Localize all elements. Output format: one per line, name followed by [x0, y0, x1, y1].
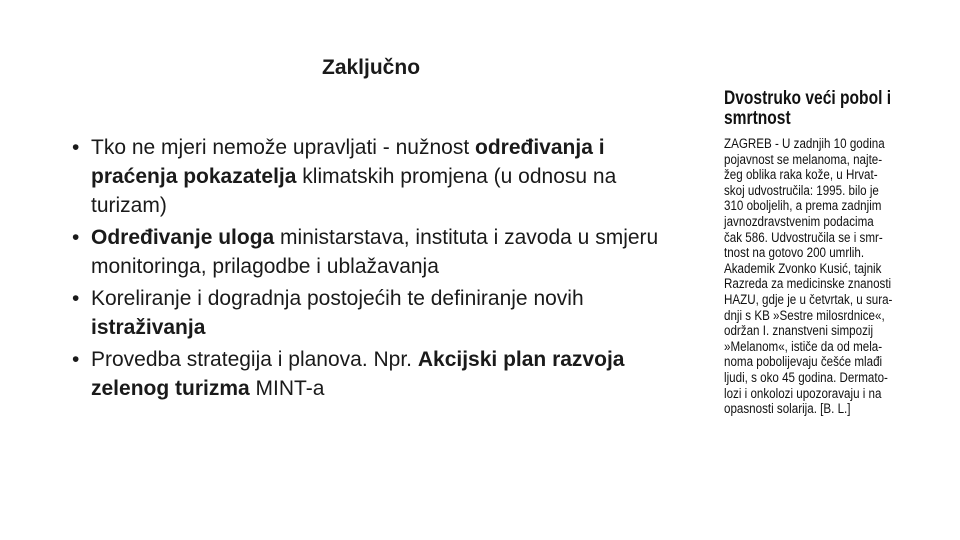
bullet-text: Provedba strategija i planova. Npr. [91, 348, 418, 371]
clipping-headline [724, 89, 919, 129]
clipping-body [724, 136, 919, 417]
bullet-item [72, 133, 692, 220]
newspaper-clipping [724, 89, 919, 417]
clipping-headline-line: smrtnost [724, 108, 791, 129]
bullet-list [72, 133, 692, 406]
clipping-text-line: ljudi, s oko 45 godina. Dermato- [724, 369, 888, 385]
bullet-item [72, 284, 692, 342]
clipping-text-line: Razreda za medicinske znanosti [724, 276, 892, 292]
bullet-bold-text: Akcijski plan razvoja zelenog turizma [91, 348, 625, 400]
bullet-text: ministarstava, instituta i zavoda u smjeru monitoringa, prilagodbe i ublažavanja [91, 226, 659, 278]
bullet-item [72, 345, 692, 403]
clipping-text-line: ZAGREB - U zadnjih 10 godina [724, 136, 885, 151]
clipping-text-line: žeg oblika raka kože, u Hrvat- [724, 167, 878, 183]
clipping-text-line: tnost na gotovo 200 umrlih. [724, 245, 865, 261]
clipping-headline-line: Dvostruko veći pobol i [724, 88, 892, 109]
bullet-marker: • [72, 226, 80, 249]
clipping-text-line: HAZU, gdje je u četvrtak, u sura- [724, 291, 893, 307]
clipping-text-line: dnji s KB »Sestre milosrdnice«, [724, 307, 885, 323]
clipping-text-line: opasnosti solarija. [B. L.] [724, 401, 851, 417]
bullet-bold-text: određivanja i praćenja pokazatelja [91, 136, 605, 188]
bullet-text: Tko ne mjeri nemože upravljati - nužnost [91, 136, 475, 159]
bullet-bold-text: istraživanja [91, 316, 206, 339]
bullet-marker: • [72, 287, 80, 310]
clipping-text-line: lozi i onkolozi upozoravaju i na [724, 385, 882, 401]
clipping-text-line: održan I. znanstveni simpozij [724, 323, 874, 339]
clipping-text-line: javnozdravstvenim podacima [724, 213, 874, 229]
bullet-bold-text: Određivanje uloga [91, 226, 275, 249]
bullet-text: klimatskih promjena (u odnosu na turizam) [91, 165, 617, 217]
bullet-text: MINT-a [249, 377, 325, 400]
clipping-text-line: noma pobolijevaju češće mlađi [724, 354, 883, 370]
bullet-marker: • [72, 136, 80, 159]
clipping-text-line: pojavnost se melanoma, najte- [724, 151, 883, 167]
clipping-text-line: »Melanom«, ističe da od mela- [724, 338, 883, 354]
clipping-text-line: čak 586. Udvostručila se i smr- [724, 229, 883, 245]
bullet-marker: • [72, 348, 80, 371]
clipping-text-line: 310 oboljelih, a prema zadnjim [724, 198, 882, 214]
bullet-item [72, 223, 692, 281]
clipping-text-line: skoj udvostručila: 1995. bilo je [724, 182, 879, 198]
slide-title: Zaključno [322, 56, 421, 79]
bullet-text: Koreliranje i dogradnja postojećih te definiranje novih [91, 287, 584, 310]
clipping-text-line: Akademik Zvonko Kusić, tajnik [724, 260, 882, 276]
